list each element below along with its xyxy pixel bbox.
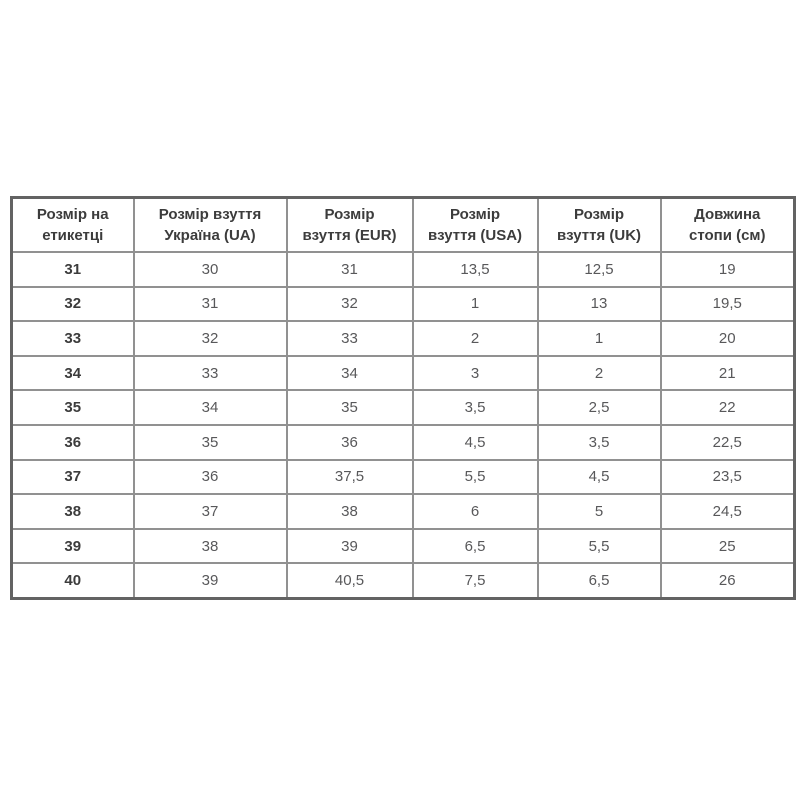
table-row-35 xyxy=(12,390,795,425)
cell-usa-row-4: 3,5 xyxy=(413,390,538,425)
cell-ua-row-3: 33 xyxy=(134,356,287,391)
table-row-40 xyxy=(12,563,795,598)
cell-uk-row-8: 5,5 xyxy=(538,529,661,564)
cell-cm-row-8: 25 xyxy=(661,529,795,564)
cell-eur-row-4: 35 xyxy=(287,390,413,425)
header-line: Україна (UA) xyxy=(164,227,256,244)
cell-ua-row-2: 32 xyxy=(134,321,287,356)
cell-cm-row-3: 21 xyxy=(661,356,795,391)
cell-usa-row-7: 6 xyxy=(413,494,538,529)
header-cell-eur xyxy=(287,198,413,253)
header-line: взуття (UK) xyxy=(556,227,642,244)
cell-cm-row-2: 20 xyxy=(661,321,795,356)
cell-uk-row-7: 5 xyxy=(538,494,661,529)
cell-label-row-4: 35 xyxy=(12,390,134,425)
cell-usa-row-1: 1 xyxy=(413,287,538,322)
cell-eur-row-3: 34 xyxy=(287,356,413,391)
cell-cm-row-5: 22,5 xyxy=(661,425,795,460)
cell-uk-row-0: 12,5 xyxy=(538,252,661,287)
size-chart-container xyxy=(10,196,793,600)
cell-ua-row-8: 38 xyxy=(134,529,287,564)
cell-usa-row-0: 13,5 xyxy=(413,252,538,287)
header-cell-cm xyxy=(661,198,795,253)
cell-cm-row-4: 22 xyxy=(661,390,795,425)
table-row-32 xyxy=(12,287,795,322)
header-line: взуття (EUR) xyxy=(302,227,397,244)
header-cell-uk xyxy=(538,198,661,253)
cell-cm-row-6: 23,5 xyxy=(661,460,795,495)
cell-label-row-3: 34 xyxy=(12,356,134,391)
cell-label-row-8: 39 xyxy=(12,529,134,564)
cell-ua-row-4: 34 xyxy=(134,390,287,425)
header-line: Розмір xyxy=(449,206,501,223)
header-line: етикетці xyxy=(42,227,104,244)
cell-cm-row-0: 19 xyxy=(661,252,795,287)
cell-cm-row-1: 19,5 xyxy=(661,287,795,322)
cell-ua-row-6: 36 xyxy=(134,460,287,495)
cell-eur-row-9: 40,5 xyxy=(287,563,413,598)
cell-uk-row-2: 1 xyxy=(538,321,661,356)
table-header xyxy=(12,198,795,253)
table-row-36 xyxy=(12,425,795,460)
cell-label-row-6: 37 xyxy=(12,460,134,495)
cell-ua-row-5: 35 xyxy=(134,425,287,460)
header-row xyxy=(12,198,795,253)
header-cell-label xyxy=(12,198,134,253)
table-row-39 xyxy=(12,529,795,564)
cell-ua-row-0: 30 xyxy=(134,252,287,287)
cell-cm-row-9: 26 xyxy=(661,563,795,598)
header-line: Довжина xyxy=(694,206,761,223)
cell-label-row-1: 32 xyxy=(12,287,134,322)
cell-uk-row-6: 4,5 xyxy=(538,460,661,495)
cell-usa-row-9: 7,5 xyxy=(413,563,538,598)
header-cell-ua xyxy=(134,198,287,253)
header-line: стопи (см) xyxy=(688,227,766,244)
cell-label-row-5: 36 xyxy=(12,425,134,460)
shoe-size-conversion-table xyxy=(10,196,796,600)
cell-uk-row-4: 2,5 xyxy=(538,390,661,425)
cell-uk-row-9: 6,5 xyxy=(538,563,661,598)
cell-uk-row-5: 3,5 xyxy=(538,425,661,460)
cell-label-row-2: 33 xyxy=(12,321,134,356)
cell-ua-row-9: 39 xyxy=(134,563,287,598)
header-cell-usa xyxy=(413,198,538,253)
table-row-37 xyxy=(12,460,795,495)
cell-label-row-9: 40 xyxy=(12,563,134,598)
cell-ua-row-1: 31 xyxy=(134,287,287,322)
cell-label-row-0: 31 xyxy=(12,252,134,287)
table-row-38 xyxy=(12,494,795,529)
table-body xyxy=(12,252,795,598)
header-line: Розмір взуття xyxy=(158,206,262,223)
table-row-34 xyxy=(12,356,795,391)
cell-eur-row-1: 32 xyxy=(287,287,413,322)
cell-eur-row-0: 31 xyxy=(287,252,413,287)
cell-uk-row-1: 13 xyxy=(538,287,661,322)
cell-usa-row-8: 6,5 xyxy=(413,529,538,564)
cell-label-row-7: 38 xyxy=(12,494,134,529)
cell-eur-row-8: 39 xyxy=(287,529,413,564)
table-row-31 xyxy=(12,252,795,287)
cell-eur-row-2: 33 xyxy=(287,321,413,356)
cell-eur-row-6: 37,5 xyxy=(287,460,413,495)
cell-usa-row-5: 4,5 xyxy=(413,425,538,460)
cell-ua-row-7: 37 xyxy=(134,494,287,529)
cell-eur-row-7: 38 xyxy=(287,494,413,529)
cell-usa-row-6: 5,5 xyxy=(413,460,538,495)
header-line: Розмір xyxy=(573,206,625,223)
cell-eur-row-5: 36 xyxy=(287,425,413,460)
header-line: Розмір xyxy=(324,206,375,223)
cell-usa-row-3: 3 xyxy=(413,356,538,391)
table-row-33 xyxy=(12,321,795,356)
cell-cm-row-7: 24,5 xyxy=(661,494,795,529)
header-line: взуття (USA) xyxy=(427,227,523,244)
cell-usa-row-2: 2 xyxy=(413,321,538,356)
cell-uk-row-3: 2 xyxy=(538,356,661,391)
header-line: Розмір на xyxy=(36,206,109,223)
